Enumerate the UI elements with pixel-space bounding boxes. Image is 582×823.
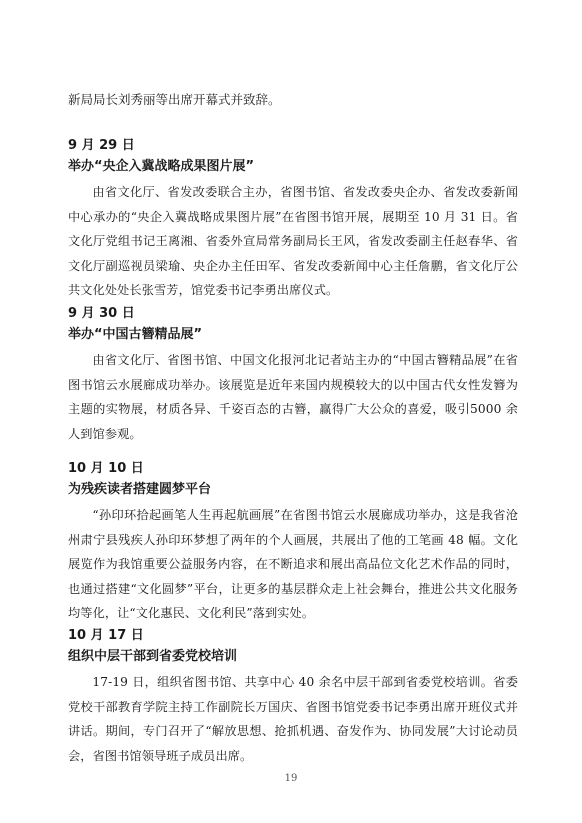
entry-title: 组织中层干部到省委党校培训 — [68, 649, 238, 664]
entry-date: 9 月 30 日 — [68, 306, 135, 321]
entry-0930 — [68, 304, 518, 446]
entry-body: 由省文化厅、省图书馆、中国文化报河北记者站主办的“中国古簪精品展”在省图书馆云水展廊成功举办。该展览是近年来国内规模较大的以中国古代女性发簪为主题的实物展，材质各异、千姿百态的古簪，赢得广大公众的喜爱，吸引5000 余人到馆参观。 — [68, 353, 518, 441]
entry-date: 10 月 10 日 — [68, 461, 144, 476]
entry-body: 由省文化厅、省发改委联合主办，省图书馆、省发改委央企办、省发改委新闻中心承办的“央企入冀战略成果图片展”在省图书馆开展，展期至 10 月 31 日。省文化厅党组书记王离湘、省委外宣局常务副局长王风，省发改委副主任赵春华、省文化厅副巡视员梁瑜、央企办主任田军、省发改委新闻中心主任詹鹏，省文化厅公共文化处处长张雪芳，馆党委书记李勇出席仪式。 — [68, 185, 518, 297]
entry-0929 — [68, 136, 518, 303]
intro-paragraph: 新局局长刘秀丽等出席开幕式并致辞。 — [68, 92, 281, 107]
entry-date: 10 月 17 日 — [68, 628, 144, 643]
entry-title: 为残疾读者搭建圆梦平台 — [68, 482, 212, 497]
entry-date: 9 月 29 日 — [68, 138, 135, 153]
entry-title: 举办“中国古簪精品展” — [68, 327, 203, 342]
entry-1010 — [68, 459, 518, 626]
entry-body: “孙印环拾起画笔人生再起航画展”在省图书馆云水展廊成功举办，这是我省沧州肃宁县残疾人孙印环梦想了两年的个人画展，共展出了他的工笔画 48 幅。文化展览作为我馆重要公益服务内容，在不断追求和展出高品位文化艺术作品的同时，也通过搭建“文化圆梦”平台，让更多的基层群众走上社会舞台，推进公共文化服务均等化，让“文化惠民、文化利民”落到实处。 — [68, 508, 518, 620]
page-number: 19 — [284, 773, 298, 784]
entry-body: 17-19 日，组织省图书馆、共享中心 40 余名中层干部到省委党校培训。省委党校干部教育学院主持工作副院长万国庆、省图书馆党委书记李勇出席开班仪式并讲话。期间，专门召开了“解放思想、抢抓机遇、奋发作为、协同发展”大讨论动员会，省图书馆领导班子成员出席。 — [68, 675, 518, 763]
entry-title: 举办“央企入冀战略成果图片展” — [68, 159, 255, 174]
entry-1017 — [68, 626, 518, 768]
